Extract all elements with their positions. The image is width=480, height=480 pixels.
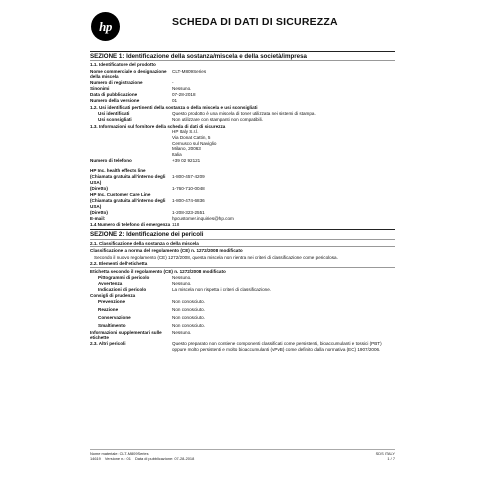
field-tollfree-1: (Chiamata gratuita all'interno degli USA) 1-800-457-4209 [90, 174, 205, 185]
clp-classification-text: Secondo il nuovo regolamento (CE) 1272/2008, questa miscela non rientra nei criteri di classificazione come pericolosa. [94, 254, 338, 260]
field-care-line: HP Inc. Customer Care Line [90, 191, 151, 197]
field-registration-number: Numero di registrazione - [90, 80, 174, 86]
field-health-line: HP Inc. health effects line [90, 168, 146, 173]
footer-date: Data di pubblicazione: 07-28-2018 [134, 456, 195, 461]
divider [90, 246, 395, 247]
section-2-heading: SEZIONE 2: Identificazione dei pericoli [90, 229, 395, 238]
field-tollfree-2: (Chiamata gratuita all'interno degli USA) 1-800-474-6836 [90, 197, 205, 209]
footer-lang: SDS ITALY [375, 451, 395, 456]
field-identified-uses: Usi identificati Questo prodotto è una miscela di toner utilizzata nei sistemi di stampa. [98, 111, 316, 117]
field-publication-date: Data di pubblicazione 07-28-2018 [90, 92, 196, 98]
field-precautionary-statements: Consigli di prudenza [90, 293, 136, 299]
field-email: E-mail: hpcustomer.inquiries@hp.com [90, 215, 234, 221]
footer-version-line [90, 456, 395, 461]
footer-code: 14619 [90, 456, 101, 461]
field-signal-word: Avvertenza Nessuno. [98, 280, 192, 286]
field-response: Reazione Non conosciuto. [98, 307, 205, 313]
field-synonyms: Sinonimi Nessuno. [90, 86, 192, 92]
subsection-1-1: 1.1. Identificatore del prodotto [90, 62, 156, 68]
hp-logo [91, 12, 120, 41]
section-1-heading: SEZIONE 1: Identificazione della sostanza/miscela e della società/impresa [90, 51, 395, 60]
field-prevention: Prevenzione Non conosciuto. [98, 299, 205, 305]
page-footer [90, 449, 395, 461]
footer-material-name: Nome materiale: CLT-M809Series [90, 451, 149, 456]
supplier-address: HP Italy S.r.l. Via Donat Cattin, 5 Cernusco sul Naviglio Milano, 20063 Italia [172, 129, 217, 157]
field-other-hazards: 2.3. Altri pericoli Questo preparato non contiene componenti classificati come persistenti, bioaccumulanti e tossici (PBT) oppure molto persistenti e molto bioaccumulanti (vPvB) come definito dalla normativa (EC) 1907/2006. [90, 341, 382, 352]
field-hazard-statements: Indicazioni di pericolo La miscela non rispetta i criteri di classificazione. [98, 287, 272, 292]
divider [90, 60, 395, 61]
subsection-2-1: 2.1. Classificazione della sostanza o della miscela [90, 240, 199, 246]
footer-right [376, 451, 395, 461]
field-trade-name: Nome commerciale o designazione della miscela CLT-M809Series [90, 68, 207, 80]
subsection-1-2: 1.2. Usi identificati pertinenti della sostanza o della miscela e usi sconsigliati [90, 105, 258, 111]
field-uses-advised-against: Usi sconsigliati Non utilizzare con stampanti non compatibili. [98, 117, 263, 123]
document-body [90, 49, 395, 352]
document-title: SCHEDA DI DATI DI SICUREZZA [172, 16, 338, 28]
field-storage: Conservazione Non conosciuto. [98, 315, 205, 321]
field-direct-2: (Diretto) 1-208-323-2551 [90, 209, 205, 215]
field-version-number: Numero della versione 01 [90, 98, 178, 104]
subsection-1-3: 1.3. Informazioni sul fornitore della scheda di dati di sicurezza [90, 123, 226, 129]
field-pictograms: Pittogrammi di pericolo Nessuno. [98, 274, 192, 280]
field-emergency-phone: 1.4 Numero di telefono di emergenza 118 [90, 221, 180, 227]
field-supplementary-info: Informazioni supplementari sulle etichette Nessuno. [90, 329, 192, 341]
subsection-2-2: 2.2. Elementi dell'etichetta [90, 261, 148, 267]
divider [90, 239, 395, 240]
footer-version: Versione n.: 01 [104, 456, 131, 461]
field-disposal: Smaltimento Non conosciuto. [98, 323, 205, 329]
clp-classification-heading: Classificazione a norma del regolamento (CE) n. 1272/2008 modificato [90, 248, 243, 254]
divider [90, 267, 395, 268]
label-regulation-heading: Etichetta secondo il regolamento (CE) n. 1272/2008 modificato [90, 268, 226, 274]
page-number: 1 / 7 [387, 456, 395, 461]
hp-logo-text: hp [99, 18, 112, 34]
field-direct-1: (Diretto) 1-760-710-0048 [90, 185, 205, 191]
field-phone: Numero di telefono +39 02 92121 [90, 157, 201, 163]
